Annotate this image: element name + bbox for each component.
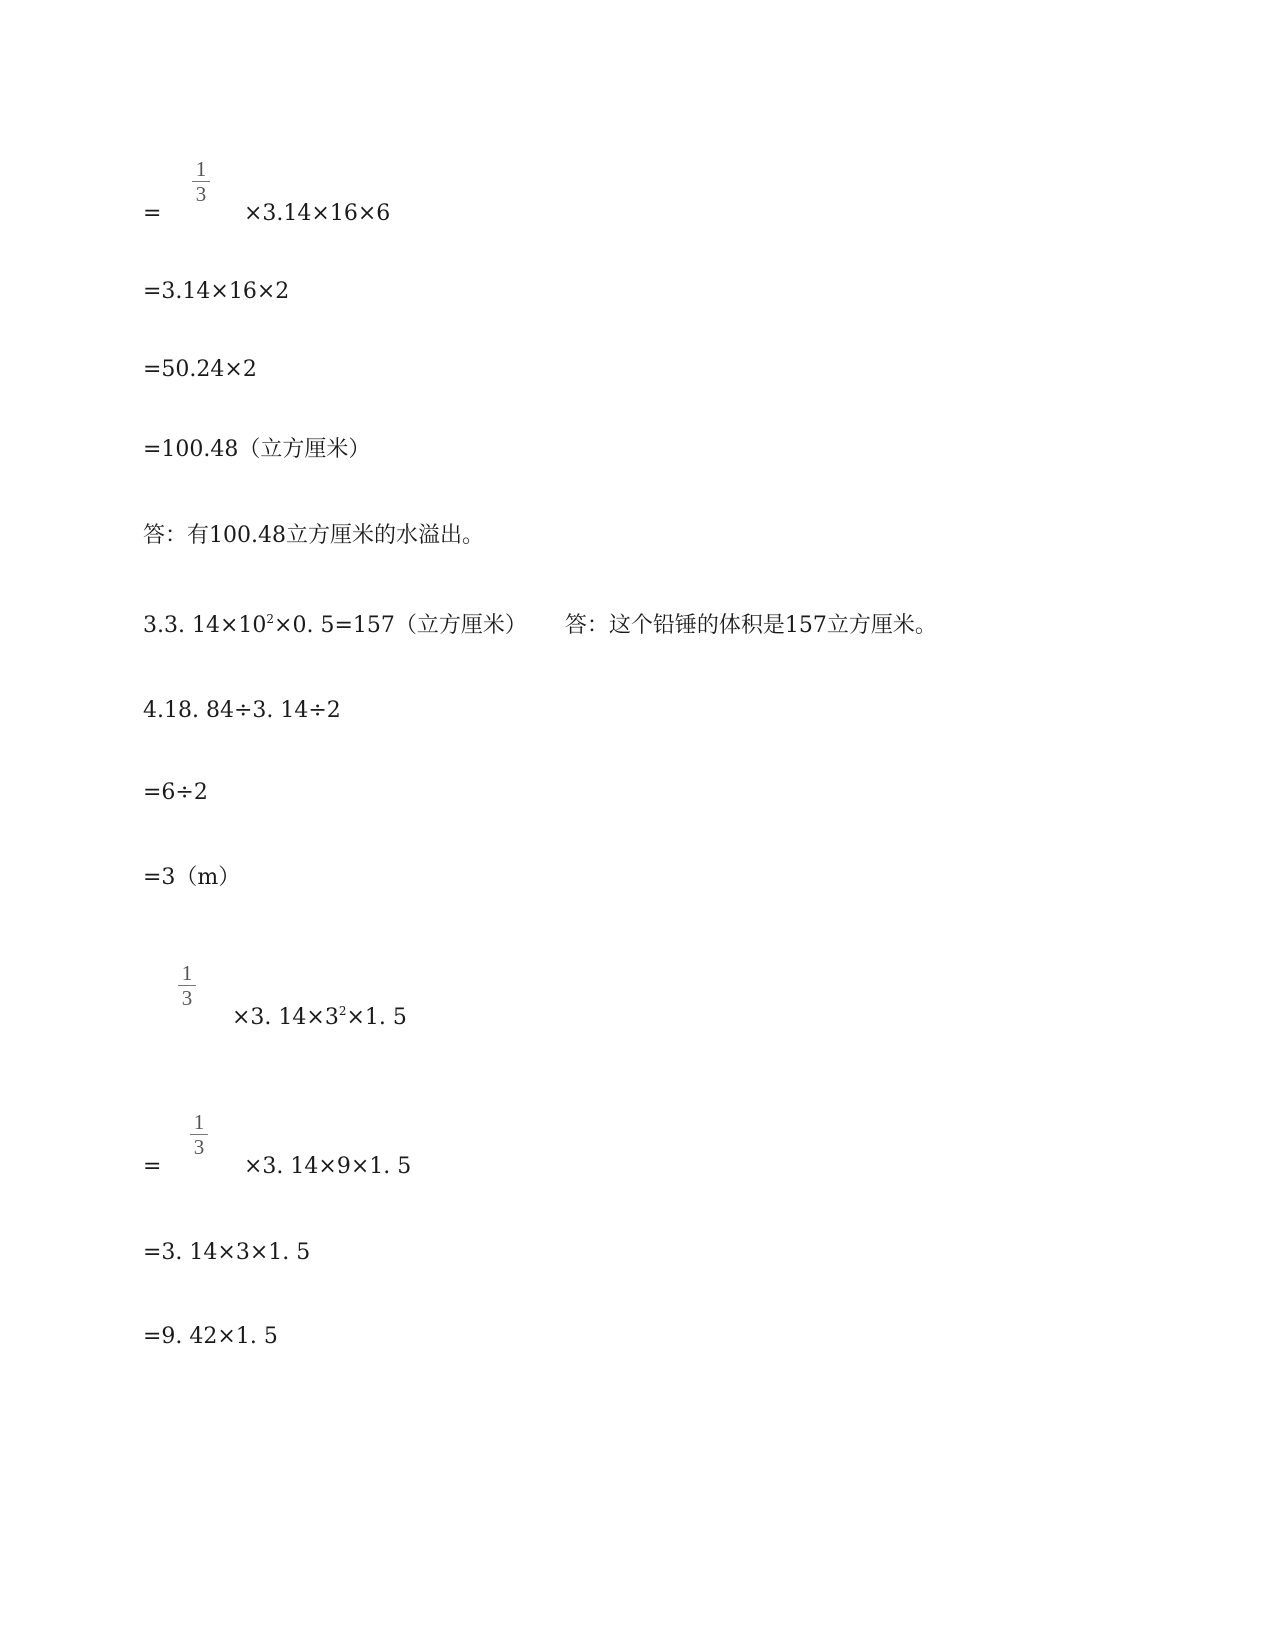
problem-3-line (143, 612, 937, 640)
expression-part: ×1. 5 (346, 1005, 407, 1030)
equation-line: =100.48（立方厘米） (143, 437, 371, 462)
fraction-denominator: 3 (193, 1135, 205, 1159)
equation-line: =3（m） (143, 865, 241, 890)
problem-3-expression-cont: ×0. 5=157（立方厘米） (274, 613, 527, 638)
equation-line (143, 1153, 161, 1181)
equation-line: =6÷2 (143, 780, 208, 805)
exponent: 2 (266, 612, 275, 626)
problem-3-answer: 答：这个铅锤的体积是157立方厘米。 (564, 613, 937, 638)
equation-line: =3.14×16×2 (143, 279, 290, 304)
fraction-one-third (176, 962, 198, 1009)
fraction-one-third (188, 1111, 210, 1158)
equation-line: =50.24×2 (143, 357, 257, 382)
problem-3-expression: 3.3. 14×10 (143, 613, 267, 638)
equation-line-expression (232, 1004, 407, 1032)
equation-line (143, 200, 161, 228)
equation-line: =9. 42×1. 5 (143, 1324, 278, 1349)
exponent: 2 (338, 1004, 347, 1018)
answer-line: 答：有100.48立方厘米的水溢出。 (143, 523, 484, 548)
expression-part: ×3. 14×3 (232, 1005, 339, 1030)
fraction-numerator: 1 (181, 961, 193, 985)
fraction-numerator: 1 (195, 157, 207, 181)
equals-sign: = (143, 1154, 162, 1179)
fraction-one-third (190, 158, 212, 205)
equals-sign: = (143, 201, 162, 226)
fraction-denominator: 3 (181, 986, 193, 1010)
fraction-numerator: 1 (193, 1110, 205, 1134)
equation-line-expression: ×3. 14×9×1. 5 (244, 1154, 412, 1179)
equation-line-expression: ×3.14×16×6 (244, 201, 391, 226)
equation-line: =3. 14×3×1. 5 (143, 1240, 311, 1265)
problem-4-line: 4.18. 84÷3. 14÷2 (143, 698, 341, 723)
fraction-denominator: 3 (195, 182, 207, 206)
